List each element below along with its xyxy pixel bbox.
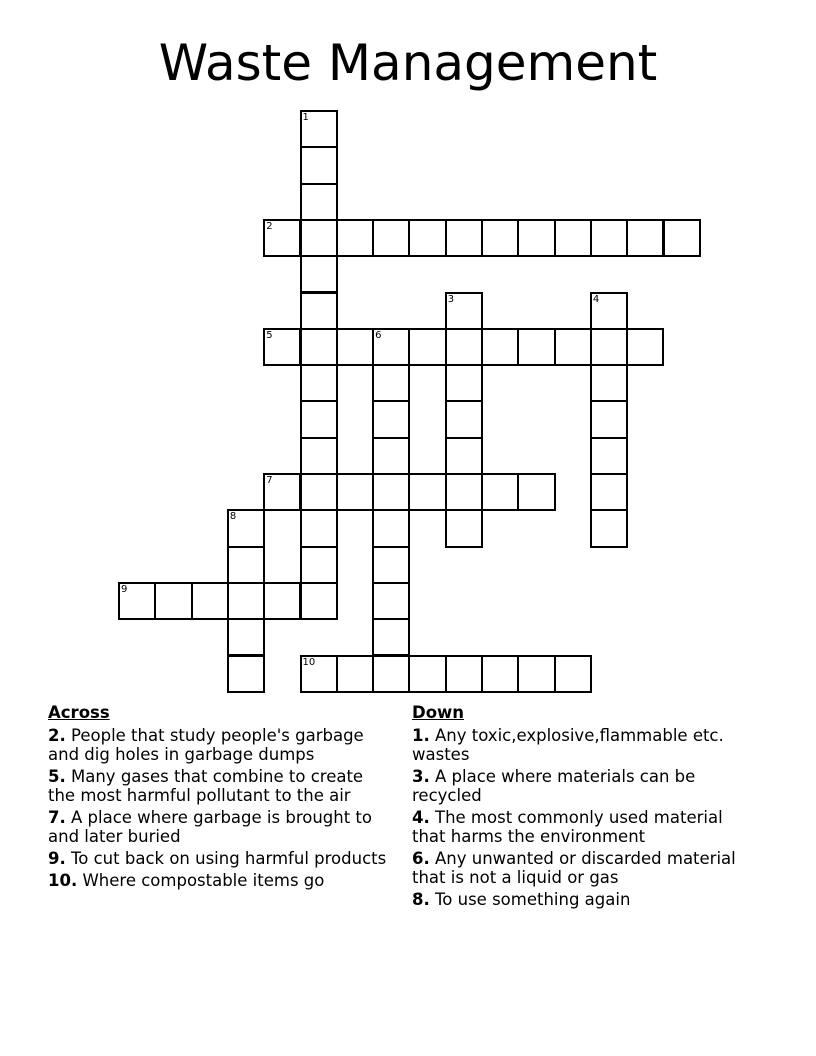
clue-number: 7. (48, 808, 66, 827)
clue-text: To use something again (435, 890, 631, 909)
grid-cell[interactable] (300, 110, 338, 148)
grid-cell[interactable] (590, 219, 628, 257)
clue-text: People that study people's garbage and dig holes in garbage dumps (48, 726, 364, 764)
grid-cell[interactable] (554, 655, 592, 693)
grid-cell[interactable] (300, 219, 338, 257)
grid-cell[interactable] (481, 655, 519, 693)
grid-cell[interactable] (626, 219, 664, 257)
grid-cell[interactable] (445, 473, 483, 511)
grid-cell[interactable] (372, 655, 410, 693)
clue-number: 8. (412, 890, 430, 909)
grid-cell[interactable] (372, 473, 410, 511)
grid-cell[interactable] (227, 655, 265, 693)
grid-cell[interactable] (300, 255, 338, 293)
clue-number: 2. (48, 726, 66, 745)
grid-cell[interactable] (408, 328, 446, 366)
across-clue (48, 808, 393, 846)
grid-cell[interactable] (554, 219, 592, 257)
grid-cell[interactable] (590, 400, 628, 438)
grid-cell[interactable] (227, 582, 265, 620)
clue-text: Where compostable items go (82, 871, 325, 890)
grid-cell[interactable] (408, 219, 446, 257)
clue-number: 6. (412, 849, 430, 868)
grid-cell[interactable] (590, 328, 628, 366)
grid-cell[interactable] (372, 509, 410, 547)
clue-text: Any toxic,explosive,flammable etc. wastes (412, 726, 724, 764)
cell-number: 2 (266, 220, 273, 232)
grid-cell[interactable] (372, 364, 410, 402)
grid-cell[interactable] (481, 219, 519, 257)
down-heading: Down (412, 703, 465, 722)
grid-cell[interactable] (445, 400, 483, 438)
cell-number: 5 (266, 329, 273, 341)
grid-cell[interactable] (336, 473, 374, 511)
down-clue (412, 890, 757, 909)
clue-number: 5. (48, 767, 66, 786)
grid-cell[interactable] (372, 400, 410, 438)
grid-cell[interactable] (300, 437, 338, 475)
grid-cell[interactable] (445, 509, 483, 547)
grid-cell[interactable] (590, 473, 628, 511)
clue-number: 4. (412, 808, 430, 827)
cell-number: 1 (302, 112, 309, 123)
grid-cell[interactable] (445, 437, 483, 475)
across-clue (48, 767, 393, 805)
grid-cell[interactable] (445, 292, 483, 330)
down-clue (412, 767, 757, 805)
grid-cell[interactable] (263, 473, 301, 511)
across-clues (48, 703, 393, 893)
grid-cell[interactable] (445, 655, 483, 693)
grid-cell[interactable] (590, 509, 628, 547)
grid-cell[interactable] (445, 364, 483, 402)
down-clue (412, 726, 757, 764)
grid-cell[interactable] (300, 509, 338, 547)
grid-cell[interactable] (263, 219, 301, 257)
clue-text: A place where garbage is brought to and later buried (48, 808, 372, 846)
grid-cell[interactable] (300, 364, 338, 402)
clue-text: To cut back on using harmful products (71, 849, 387, 868)
grid-cell[interactable] (626, 328, 664, 366)
clue-number: 3. (412, 767, 430, 786)
grid-cell[interactable] (372, 618, 410, 656)
grid-cell[interactable] (372, 437, 410, 475)
grid-cell[interactable] (517, 655, 555, 693)
grid-cell[interactable] (300, 473, 338, 511)
clue-number: 10. (48, 871, 78, 890)
down-clue (412, 808, 757, 846)
grid-cell[interactable] (517, 219, 555, 257)
cell-number: 10 (302, 656, 316, 668)
cell-number: 8 (229, 511, 237, 523)
grid-cell[interactable] (590, 292, 628, 330)
down-clues (412, 703, 757, 912)
across-clue (48, 871, 393, 890)
grid-cell[interactable] (336, 219, 374, 257)
grid-cell[interactable] (517, 473, 555, 511)
grid-cell[interactable] (408, 655, 446, 693)
grid-cell[interactable] (263, 582, 301, 620)
grid-cell[interactable] (300, 546, 338, 584)
page-title: Waste Management (158, 34, 658, 92)
down-clue (412, 849, 757, 887)
grid-cell[interactable] (663, 219, 701, 257)
grid-cell[interactable] (554, 328, 592, 366)
across-heading: Across (48, 703, 110, 722)
grid-cell[interactable] (445, 219, 483, 257)
cell-number: 7 (266, 475, 273, 486)
grid-cell[interactable] (300, 146, 338, 184)
grid-cell[interactable] (336, 655, 374, 693)
grid-cell[interactable] (517, 328, 555, 366)
grid-cell[interactable] (336, 328, 374, 366)
grid-cell[interactable] (227, 618, 265, 656)
cell-number: 9 (121, 583, 128, 595)
grid-cell[interactable] (372, 219, 410, 257)
grid-cell[interactable] (300, 582, 338, 620)
cell-number: 4 (592, 293, 600, 305)
clue-text: The most commonly used material that harms the environment (412, 808, 723, 846)
grid-cell[interactable] (590, 437, 628, 475)
grid-cell[interactable] (227, 509, 265, 547)
grid-cell[interactable] (118, 582, 156, 620)
grid-cell[interactable] (263, 328, 301, 366)
grid-cell[interactable] (300, 292, 338, 330)
grid-cell[interactable] (300, 183, 338, 221)
grid-cell[interactable] (481, 328, 519, 366)
clue-number: 9. (48, 849, 66, 868)
clue-text: Any unwanted or discarded material that is not a liquid or gas (412, 849, 736, 887)
clue-text: Many gases that combine to create the most harmful pollutant to the air (48, 767, 364, 805)
grid-cell[interactable] (300, 328, 338, 366)
grid-cell[interactable] (154, 582, 192, 620)
grid-cell[interactable] (445, 328, 483, 366)
cell-number: 6 (375, 329, 382, 341)
grid-cell[interactable] (590, 364, 628, 402)
clue-text: A place where materials can be recycled (412, 767, 696, 805)
grid-cell[interactable] (227, 546, 265, 584)
grid-cell[interactable] (372, 546, 410, 584)
grid-cell[interactable] (300, 400, 338, 438)
grid-cell[interactable] (481, 473, 519, 511)
grid-cell[interactable] (372, 582, 410, 620)
grid-cell[interactable] (372, 328, 410, 366)
across-clue (48, 849, 393, 868)
grid-cell[interactable] (408, 473, 446, 511)
grid-cell[interactable] (191, 582, 229, 620)
clue-number: 1. (412, 726, 430, 745)
cell-number: 3 (447, 293, 455, 305)
across-clue (48, 726, 393, 764)
grid-cell[interactable] (300, 655, 338, 693)
